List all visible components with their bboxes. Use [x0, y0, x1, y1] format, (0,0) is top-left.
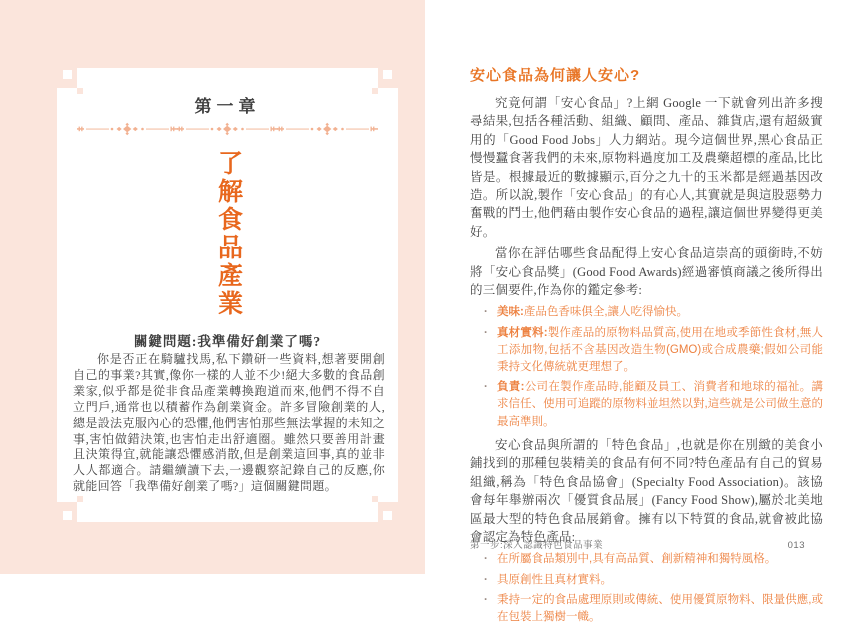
- criteria-item: [484, 379, 823, 431]
- criteria-text: 產品色香味俱全,讓人吃得愉快。: [523, 306, 689, 319]
- criteria-item: [484, 304, 823, 321]
- flourish-ornament-icon: [77, 122, 378, 136]
- page-number: 013: [787, 540, 805, 551]
- chapter-panel: [57, 68, 398, 522]
- trait-text: 具原創性且真材實料。: [497, 573, 612, 586]
- chapter-label: 第一章: [194, 97, 261, 116]
- criteria-label: 負責:: [497, 381, 525, 394]
- trait-item: [484, 592, 823, 626]
- article-heading: 安心食品為何讓人安心?: [470, 67, 641, 84]
- corner-ornament: [383, 511, 392, 520]
- trait-item: [484, 572, 823, 589]
- right-page: [425, 0, 850, 623]
- page-footer: [470, 537, 805, 551]
- corner-ornament: [63, 70, 72, 79]
- corner-ornament: [383, 70, 392, 79]
- chapter-title: 了解食品產業: [214, 150, 242, 318]
- trait-item: [484, 551, 823, 568]
- trait-text: 在所屬食品類別中,具有高品質、創新精神和獨特風格。: [497, 553, 777, 566]
- criteria-text: 公司在製作產品時,能顧及員工、消費者和地球的福祉。講求信任、使用可追蹤的原物料並坦然以對,這些就是公司做生意的最高準則。: [497, 381, 823, 428]
- corner-ornament: [63, 511, 72, 520]
- section-heading: 關鍵問題:我準備好創業了嗎?: [133, 334, 322, 349]
- paragraph-good-food: 究竟何謂「安心食品」?上網 Google 一下就會列出許多搜尋結果,包括各種活動、組織、顧問、產品、雜貨店,還有超級實用的「Good Food Jobs」人力網站。現今這個世界,黑心食品正慢慢蠶食著我們的未來,原物料過度加工及農藥超標的產品,比比皆是。根據最近的數據顯示,百分之九十的玉米都是經過基因改造。所以說,製作「安心食品」的有心人,其實就是與這股惡勢力奮戰的鬥士,他們藉由製作安心食品的過程,讓這個世界變得更美好。: [470, 96, 823, 239]
- corner-ornament: [372, 496, 378, 502]
- criteria-item: [484, 325, 823, 377]
- running-footer: 第一步:深入認識特色食品事業: [470, 540, 604, 551]
- criteria-list: [484, 304, 823, 430]
- trait-text: 秉持一定的食品處理原則或傳統、使用優質原物料、限量供應,或在包裝上獨樹一幟。: [497, 593, 823, 623]
- left-page: [0, 0, 425, 574]
- traits-list: [484, 551, 823, 626]
- paragraph-awards: 當你在評估哪些食品配得上安心食品這崇高的頭銜時,不妨將「安心食品獎」(Good Food Awards)經過審慎商議之後所得出的三個要件,作為你的鑑定參考:: [470, 246, 823, 298]
- criteria-text: 製作產品的原物料品質高,使用在地或季節性食材,無人工添加物,包括不含基因改造生物(GMO)或合成農藥;假如公司能秉持文化傳統就更理想了。: [497, 326, 823, 374]
- criteria-label: 美味:: [497, 306, 524, 319]
- intro-paragraph: 你是否正在騎驢找馬,私下鑽研一些資料,想著要開創自己的事業?其實,像你一樣的人並不少!絕大多數的食品創業家,似乎都是從非食品產業轉換跑道而來,他們不得不自立門戶,通常也以積蓄作為創業資金。許多冒險創業的人,總是設法克服內心的恐懼,他們害怕那些無法掌握的未知之事,害怕做錯決策,也害怕走出舒適圈。雖然只要善用計畫且決策得宜,就能讓恐懼感消散,但是創業這回事,真的並非人人都適合。請繼續讀下去,一邊觀察記錄自己的反應,你就能回答「我準備好創業了嗎?」這個關鍵問題。: [73, 352, 385, 494]
- paragraph-specialty: 安心食品與所謂的「特色食品」,也就是你在別緻的美食小鋪找到的那種包裝精美的食品有何不同?特色產品有自己的貿易組織,稱為「特色食品協會」(Specialty Food Association)。該協會每年舉辦兩次「優質食品展」(Fancy Food Show),屬於北美地區最大型的特色食品展銷會。擁有以下特質的食品,就會被此協會認定為特色產品:: [470, 437, 823, 544]
- criteria-label: 真材實料:: [497, 326, 548, 339]
- corner-ornament: [77, 496, 83, 502]
